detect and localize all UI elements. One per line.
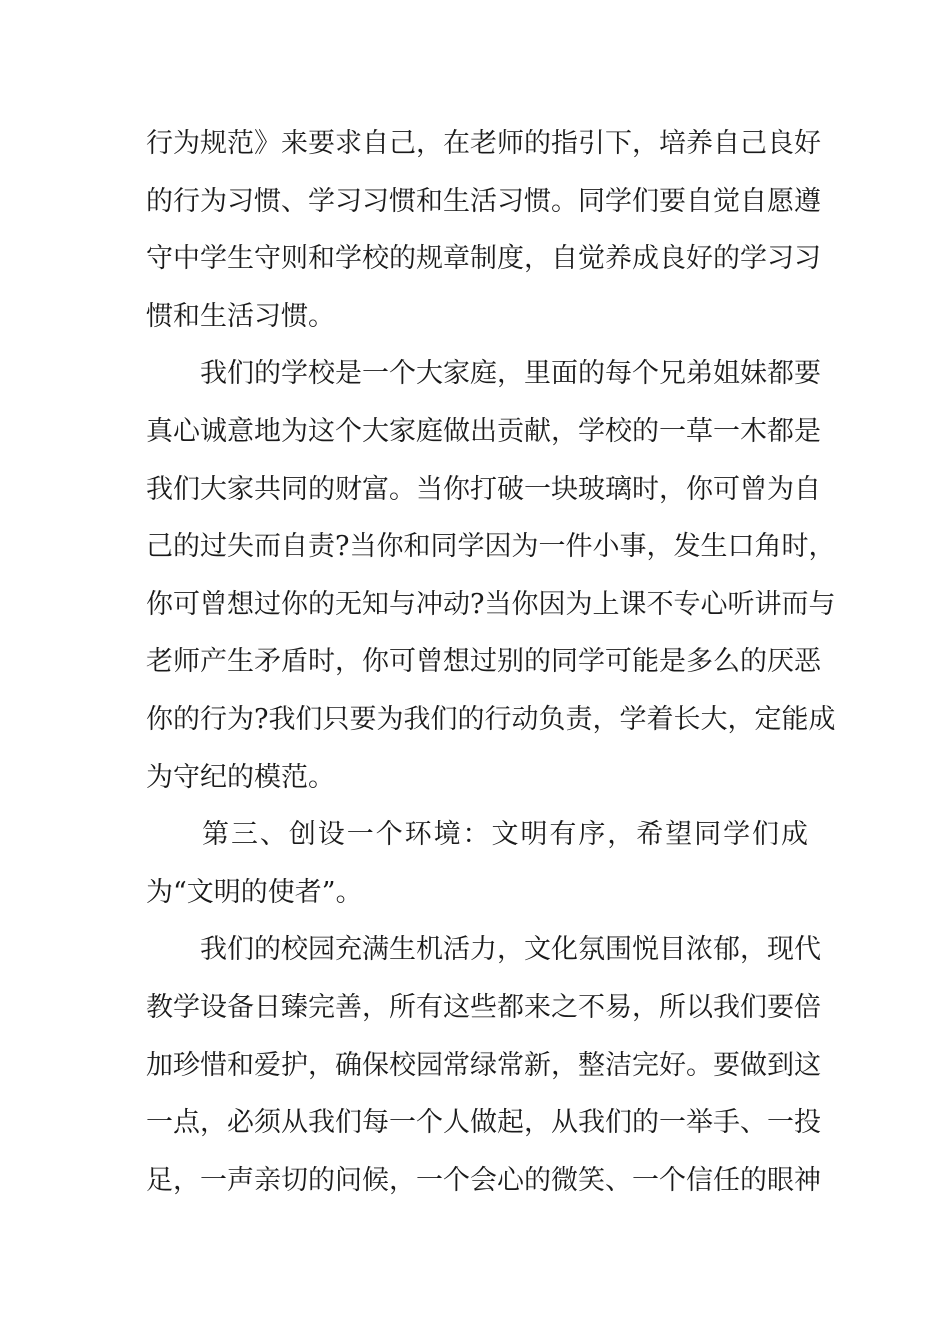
body-text — [146, 115, 836, 1209]
text-line-15: 我们的校园充满生机活力，文化氛围悦目浓郁，现代 — [200, 934, 821, 966]
text-line-8: 己的过失而自责?当你和同学因为一件小事，发生口角时， — [146, 531, 836, 563]
text-line-18: 一点，必须从我们每一个人做起，从我们的一举手、一投 — [146, 1107, 821, 1139]
text-line-10: 老师产生矛盾时，你可曾想过别的同学可能是多么的厌恶 — [146, 646, 821, 678]
text-line-6: 真心诚意地为这个大家庭做出贡献，学校的一草一木都是 — [146, 415, 821, 447]
text-line-7: 我们大家共同的财富。当你打破一块玻璃时，你可曾为自 — [146, 473, 821, 505]
section-heading-line-1: 第三、创设一个环境：文明有序，希望同学们成 — [202, 819, 808, 851]
section-heading-line-2: 为“文明的使者”。 — [146, 876, 363, 908]
text-line-17: 加珍惜和爱护，确保校园常绿常新，整洁完好。要做到这 — [146, 1049, 821, 1081]
text-line-4: 惯和生活习惯。 — [146, 300, 335, 332]
text-line-12: 为守纪的模范。 — [146, 761, 335, 793]
text-line-19: 足，一声亲切的问候，一个会心的微笑、一个信任的眼神 — [146, 1164, 821, 1196]
text-line-1: 行为规范》来要求自己，在老师的指引下，培养自己良好 — [146, 128, 821, 159]
text-line-9: 你可曾想过你的无知与冲动?当你因为上课不专心听讲而与 — [146, 588, 836, 620]
text-line-5: 我们的学校是一个大家庭，里面的每个兄弟姐妹都要 — [200, 358, 821, 390]
text-line-16: 教学设备日臻完善，所有这些都来之不易，所以我们要倍 — [146, 991, 821, 1023]
text-line-2: 的行为习惯、学习习惯和生活习惯。同学们要自觉自愿遵 — [146, 185, 821, 217]
text-line-3: 守中学生守则和学校的规章制度，自觉养成良好的学习习 — [146, 243, 821, 275]
text-line-11: 你的行为?我们只要为我们的行动负责，学着长大，定能成 — [146, 703, 836, 735]
